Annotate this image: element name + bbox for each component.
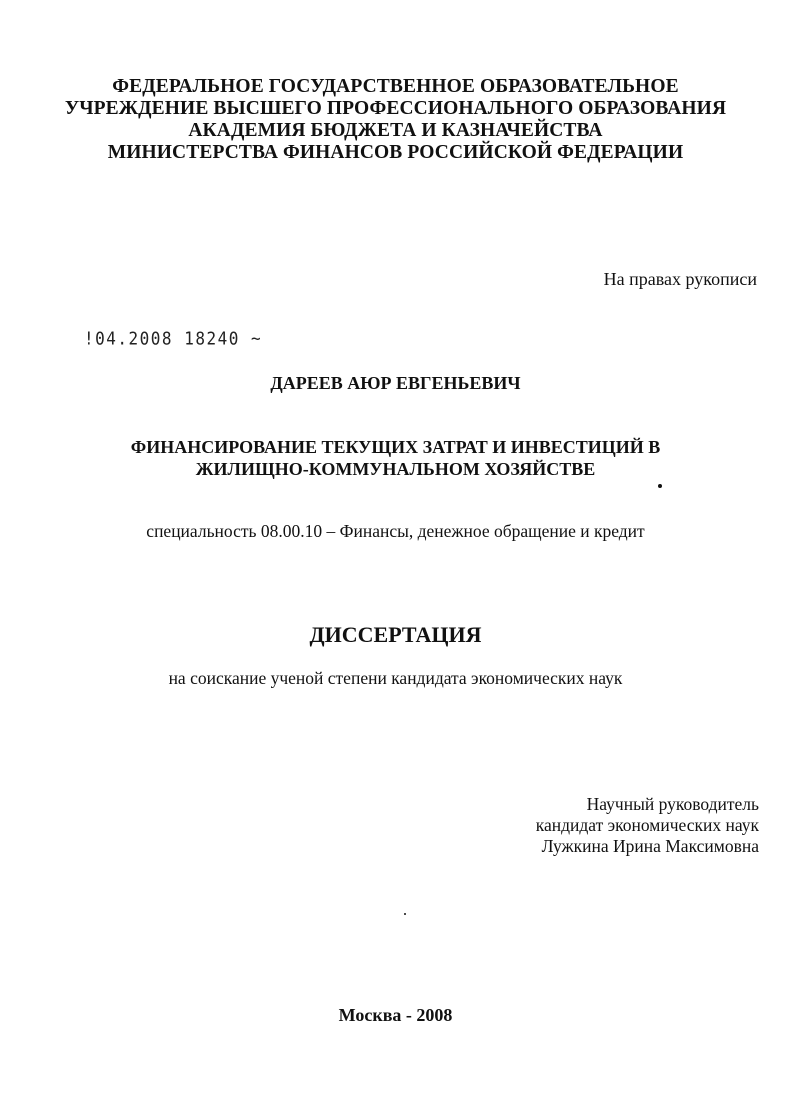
title-line-1: ФИНАНСИРОВАНИЕ ТЕКУЩИХ ЗАТРАТ И ИНВЕСТИЦИЙ В [130, 437, 661, 457]
speck-mark [658, 484, 662, 488]
institution-line-4: МИНИСТЕРСТВА ФИНАНСОВ РОССИЙСКОЙ ФЕДЕРАЦИИ [107, 142, 684, 163]
registration-stamp-number: !04.2008 18240 ~ [84, 328, 263, 349]
document-type-heading: ДИССЕРТАЦИЯ [309, 622, 482, 647]
specialty-line: специальность 08.00.10 – Финансы, денежное обращение и кредит [146, 521, 645, 541]
degree-line: на соискание ученой степени кандидата экономических наук [168, 668, 623, 688]
institution-line-3: АКАДЕМИЯ БЮДЖЕТА И КАЗНАЧЕЙСТВА [188, 120, 603, 141]
institution-header [0, 76, 791, 164]
city-year: Москва - 2008 [338, 1005, 453, 1025]
supervisor-degree: кандидат экономических наук [535, 815, 759, 835]
institution-line-2: УЧРЕЖДЕНИЕ ВЫСШЕГО ПРОФЕССИОНАЛЬНОГО ОБРАЗОВАНИЯ [64, 98, 727, 119]
title-line-2: ЖИЛИЩНО-КОММУНАЛЬНОМ ХОЗЯЙСТВЕ [195, 459, 596, 479]
dissertation-title [0, 436, 791, 480]
supervisor-role: Научный руководитель [586, 794, 759, 814]
author-name: ДАРЕЕВ АЮР ЕВГЕНЬЕВИЧ [270, 373, 521, 393]
supervisor-block [536, 794, 759, 857]
supervisor-name: Лужкина Ирина Максимовна [541, 836, 759, 856]
speck-mark-small [404, 913, 406, 915]
rights-note: На правах рукописи [603, 269, 757, 289]
institution-line-1: ФЕДЕРАЛЬНОЕ ГОСУДАРСТВЕННОЕ ОБРАЗОВАТЕЛЬНОЕ [112, 76, 679, 97]
